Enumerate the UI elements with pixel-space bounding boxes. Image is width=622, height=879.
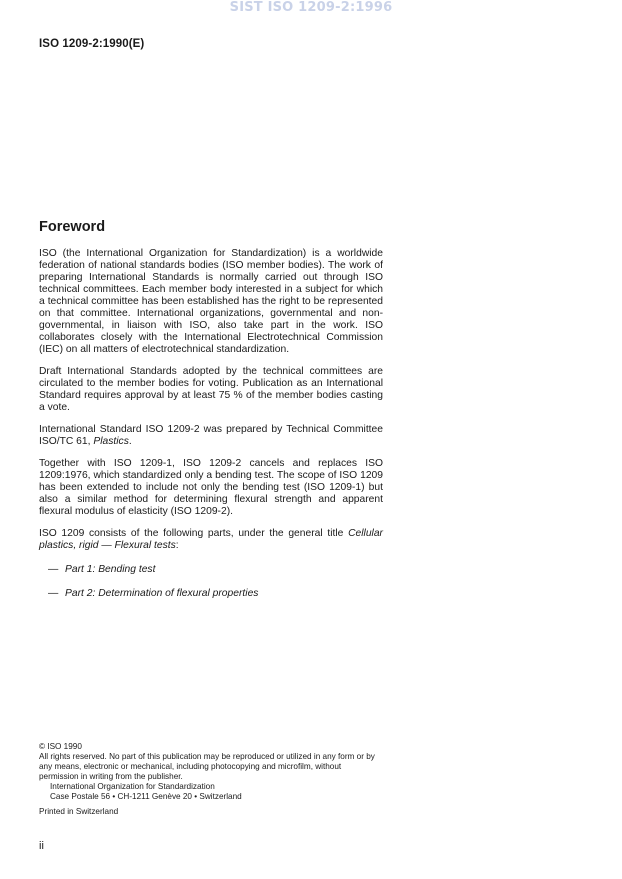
rights-notice: All rights reserved. No part of this publication may be reproduced or utilized in any form or by any means, electronic or mechanical, including photocopying and microfilm, without permission in writing from the publisher. [39,752,375,781]
foreword-body [39,248,383,612]
paragraph-parts-intro [39,528,383,552]
prepared-by-end: . [128,436,132,447]
paragraph-replaces: Together with ISO 1209-1, ISO 1209-2 cancels and replaces ISO 1209:1976, which standardized only a bending test. The scope of ISO 1209 has been extended to include not only the bending test (ISO 1209-1) but also a similar method for determining flexural strength and apparent flexural modulus of elasticity (ISO 1209-2). [39,458,383,517]
page-title: Foreword [39,219,106,235]
committee-name: Plastics [93,436,129,447]
document-id: ISO 1209-2:1990(E) [39,38,145,50]
page-number: ii [39,840,44,852]
paragraph-draft-standards: Draft International Standards adopted by the technical committees are circulated to the member bodies for voting. Publication as an International Standard requires approval by at least 75 % of the member bodies casting a vote. [39,366,383,413]
parts-list [39,564,383,600]
part-label: Part 1: Bending test [65,564,156,575]
part-label: Part 2: Determination of flexural properties [65,588,259,599]
watermark: SIST ISO 1209-2:1996 [229,0,393,15]
dash: — [48,564,59,575]
parts-intro-end: : [175,540,179,551]
copyright-block [39,742,383,817]
general-title: Cellular plastics, rigid — Flexural tests [39,528,383,551]
paragraph-prepared-by [39,424,383,448]
list-item [48,588,383,600]
copyright-line: © ISO 1990 [39,742,82,751]
list-item [48,564,383,576]
organization-address: Case Postale 56 • CH-1211 Genève 20 • Switzerland [50,792,242,801]
printed-in: Printed in Switzerland [39,807,119,816]
prepared-by-text: International Standard ISO 1209-2 was prepared by Technical Committee ISO/TC 61, [39,424,383,447]
organization-name: International Organization for Standardization [50,782,215,791]
paragraph-iso-intro: ISO (the International Organization for Standardization) is a worldwide federation of national standards bodies (ISO member bodies). The work of preparing International Standards is normally carried out through ISO technical committees. Each member body interested in a subject for which a technical committee has been established has the right to be represented on that committee. International organizations, governmental and non-governmental, in liaison with ISO, also take part in the work. ISO collaborates closely with the International Electrotechnical Commission (IEC) on all matters of electrotechnical standardization. [39,248,383,355]
dash: — [48,588,59,599]
parts-intro-text: ISO 1209 consists of the following parts, under the general title [39,528,349,539]
